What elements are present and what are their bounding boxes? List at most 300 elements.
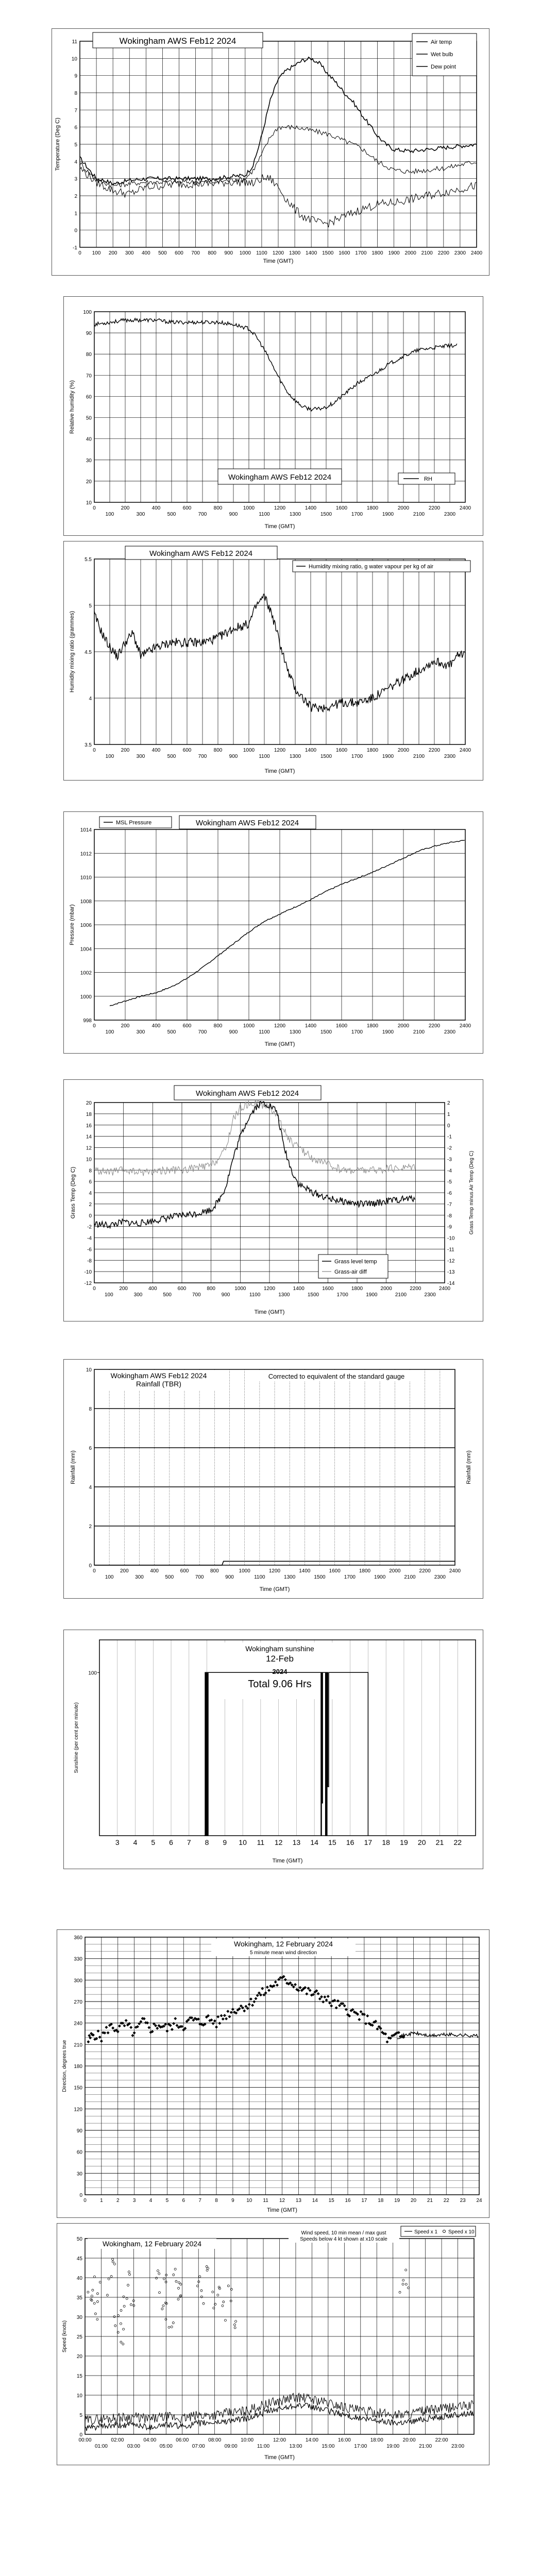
mixing-xtick-label: 2000 bbox=[397, 748, 410, 753]
chart-title: Wokingham AWS Feb12 2024 bbox=[195, 819, 299, 827]
rain-xtick-label: 1900 bbox=[374, 1574, 386, 1580]
pressure-xtick-label: 2400 bbox=[459, 1023, 471, 1029]
y-axis-label: Grass Temp (Deg C) bbox=[70, 1166, 76, 1219]
air-temp-xtick-label: 1300 bbox=[289, 250, 301, 256]
mixing-xtick-label: 200 bbox=[121, 748, 130, 753]
wind-dir-xtick-label: 11 bbox=[263, 2198, 268, 2204]
wind-dir-xtick-label: 7 bbox=[198, 2198, 201, 2204]
rain-xtick-label: 0 bbox=[93, 1568, 96, 1574]
pressure-xtick-label: 0 bbox=[93, 1023, 96, 1029]
wind-direction-chart-svg bbox=[57, 1929, 489, 2218]
wind-speed-xtick-label: 00:00 bbox=[78, 2437, 92, 2443]
wind-dir-ytick-label: 90 bbox=[76, 2128, 82, 2134]
air-temperature-chart bbox=[52, 28, 489, 276]
rain-xtick-label: 2400 bbox=[449, 1568, 461, 1574]
rh-ytick-label: 40 bbox=[86, 436, 92, 443]
grass-xtick-label: 1200 bbox=[263, 1286, 276, 1292]
mixing-xtick-label: 1000 bbox=[243, 748, 255, 753]
wind-dir-ytick-label: 120 bbox=[74, 2107, 82, 2113]
chart-border bbox=[64, 297, 483, 536]
rh-xtick-label: 2400 bbox=[459, 505, 471, 511]
mixing-ytick-label: 4.5 bbox=[84, 650, 92, 655]
grass-ytick-right-label: 1 bbox=[447, 1111, 450, 1117]
y-axis-label: Relative humidity (%) bbox=[69, 380, 75, 434]
x-axis-label: Time (GMT) bbox=[264, 2454, 295, 2461]
rh-ytick-label: 70 bbox=[86, 373, 92, 379]
x-axis-label: Time (GMT) bbox=[264, 1041, 295, 1047]
grass-ytick-right-label: -10 bbox=[447, 1235, 455, 1242]
y-axis-label: Speed (knots) bbox=[62, 2320, 67, 2353]
wind-dir-xtick-label: 12 bbox=[279, 2198, 285, 2204]
wind-dir-ytick-label: 270 bbox=[74, 1999, 82, 2005]
sunshine-xtick-label: 3 bbox=[115, 1838, 120, 1846]
mixing-xtick-label: 2300 bbox=[444, 754, 456, 759]
chart-note-line: Wind speed, 10 min mean / max gust bbox=[301, 2230, 386, 2236]
chart-title: Wokingham sunshine bbox=[245, 1645, 314, 1653]
mixing-xtick-label: 400 bbox=[151, 748, 161, 753]
grass-xtick-label: 1800 bbox=[351, 1286, 363, 1292]
pressure-xtick-label: 800 bbox=[213, 1023, 223, 1029]
rain-ytick-label: 4 bbox=[89, 1485, 92, 1490]
sunshine-xtick-label: 21 bbox=[435, 1838, 444, 1846]
mixing-xtick-label: 100 bbox=[105, 754, 114, 759]
rain-xtick-label: 100 bbox=[105, 1574, 114, 1580]
chart-border bbox=[64, 812, 483, 1054]
grass-ytick-right-label: -6 bbox=[447, 1191, 452, 1196]
wind-speed-ytick-label: 45 bbox=[76, 2256, 82, 2262]
legend-label: RH bbox=[424, 476, 432, 482]
pressure-xtick-label: 2200 bbox=[428, 1023, 441, 1029]
air-temp-xtick-label: 1800 bbox=[371, 250, 383, 256]
sunshine-xtick-label: 13 bbox=[292, 1838, 301, 1846]
air-temp-xtick-label: 300 bbox=[125, 250, 134, 256]
pressure-xtick-label: 1100 bbox=[259, 1029, 270, 1035]
grass-xtick-label: 400 bbox=[148, 1286, 157, 1292]
grass-ytick-label: -2 bbox=[87, 1224, 92, 1230]
pressure-xtick-label: 1000 bbox=[243, 1023, 255, 1029]
wind-dir-ytick-label: 150 bbox=[74, 2085, 82, 2091]
air-temp-xtick-label: 2100 bbox=[421, 250, 433, 256]
chart-year: 2024 bbox=[272, 1668, 288, 1675]
y-axis-right-label: Rainfall (mm) bbox=[466, 1450, 472, 1484]
air-temp-ytick-label: 9 bbox=[74, 73, 77, 79]
wind-speed-ytick-label: 35 bbox=[76, 2295, 82, 2301]
air-temp-xtick-label: 100 bbox=[92, 250, 101, 256]
grass-ytick-right-label: -7 bbox=[447, 1201, 452, 1208]
rh-ytick-label: 80 bbox=[86, 352, 92, 358]
y-axis-label: Temperature (Deg C) bbox=[55, 117, 61, 171]
wind-speed-xtick-label: 21:00 bbox=[419, 2444, 432, 2449]
wind-speed-xtick-label: 10:00 bbox=[241, 2437, 254, 2443]
rh-xtick-label: 1700 bbox=[351, 512, 363, 517]
legend-label: Grass-air diff bbox=[334, 1269, 367, 1275]
rain-xtick-label: 2000 bbox=[389, 1568, 401, 1574]
wind-dir-xtick-label: 0 bbox=[83, 2198, 87, 2204]
air-temp-xtick-label: 1100 bbox=[256, 250, 267, 256]
wind-dir-ytick-label: 180 bbox=[74, 2064, 82, 2070]
air-temp-xtick-label: 2000 bbox=[404, 250, 416, 256]
air-temp-xtick-label: 1200 bbox=[272, 250, 284, 256]
wind-speed-xtick-label: 17:00 bbox=[354, 2444, 367, 2449]
sunshine-xtick-label: 7 bbox=[187, 1838, 191, 1846]
y-axis-label: Direction, degrees true bbox=[62, 2040, 67, 2092]
chart-title: Wokingham, 12 February 2024 bbox=[103, 2240, 201, 2248]
sunshine-xtick-label: 8 bbox=[205, 1838, 209, 1846]
air-temp-xtick-label: 1500 bbox=[322, 250, 334, 256]
rain-xtick-label: 600 bbox=[180, 1568, 189, 1574]
rh-ytick-label: 60 bbox=[86, 394, 92, 400]
wind-speed-xtick-label: 06:00 bbox=[176, 2437, 189, 2443]
wind-speed-xtick-label: 12:00 bbox=[273, 2437, 286, 2443]
pressure-ytick-label: 1000 bbox=[80, 994, 92, 1000]
rh-xtick-label: 1000 bbox=[243, 505, 255, 511]
pressure-xtick-label: 1300 bbox=[289, 1029, 301, 1035]
wind-speed-xtick-label: 08:00 bbox=[208, 2437, 222, 2443]
grass-xtick-label: 2400 bbox=[438, 1286, 451, 1292]
grass-xtick-label: 700 bbox=[192, 1292, 201, 1298]
grass-ytick-right-label: -5 bbox=[447, 1179, 452, 1185]
mixing-xtick-label: 0 bbox=[93, 748, 96, 753]
rh-xtick-label: 1500 bbox=[320, 512, 332, 517]
humidity-mixing-ratio-chart bbox=[63, 541, 483, 781]
rh-xtick-label: 1800 bbox=[366, 505, 379, 511]
mixing-xtick-label: 2100 bbox=[413, 754, 425, 759]
pressure-xtick-label: 1800 bbox=[366, 1023, 379, 1029]
mixing-xtick-label: 1100 bbox=[259, 754, 270, 759]
mixing-ytick-label: 4 bbox=[89, 696, 92, 702]
wind-speed-ytick-label: 40 bbox=[76, 2276, 82, 2281]
rh-ytick-label: 10 bbox=[86, 500, 92, 506]
wind-dir-xtick-label: 2 bbox=[116, 2198, 120, 2204]
wind-speed-xtick-label: 04:00 bbox=[143, 2437, 157, 2443]
rain-xtick-label: 400 bbox=[150, 1568, 159, 1574]
grass-ytick-label: -10 bbox=[84, 1269, 92, 1276]
wind-dir-xtick-label: 16 bbox=[345, 2198, 351, 2204]
chart-title: Wokingham AWS Feb12 2024 bbox=[149, 549, 253, 558]
grass-ytick-label: -4 bbox=[87, 1235, 92, 1242]
legend-label: Speed x 10 bbox=[448, 2229, 475, 2235]
rh-xtick-label: 800 bbox=[213, 505, 223, 511]
rh-xtick-label: 1400 bbox=[305, 505, 317, 511]
grass-ytick-right-label: -4 bbox=[447, 1168, 452, 1174]
wind-dir-ytick-label: 0 bbox=[79, 2193, 82, 2198]
wind-dir-xtick-label: 8 bbox=[215, 2198, 218, 2204]
mixing-xtick-label: 800 bbox=[213, 748, 223, 753]
grass-xtick-label: 600 bbox=[177, 1286, 187, 1292]
air-temp-ytick-label: 6 bbox=[74, 125, 77, 131]
y-axis-right-label: Grass Temp minus Air Temp (Deg C) bbox=[469, 1150, 475, 1235]
air-temp-xtick-label: 0 bbox=[78, 250, 81, 256]
chart-note: Corrected to equivalent of the standard gauge bbox=[268, 1372, 405, 1380]
mixing-xtick-label: 700 bbox=[198, 754, 207, 759]
wind-speed-xtick-label: 13:00 bbox=[289, 2444, 302, 2449]
wind-speed-chart-svg bbox=[57, 2223, 489, 2465]
x-axis-label: Time (GMT) bbox=[264, 523, 295, 530]
rh-xtick-label: 1900 bbox=[382, 512, 394, 517]
x-axis-label: Time (GMT) bbox=[263, 258, 294, 264]
air-temp-ytick-label: 3 bbox=[74, 176, 77, 182]
rain-xtick-label: 2100 bbox=[404, 1574, 416, 1580]
mixing-xtick-label: 1800 bbox=[366, 748, 379, 753]
sunshine-ytick-label: 100 bbox=[88, 1670, 97, 1676]
rain-xtick-label: 200 bbox=[120, 1568, 129, 1574]
pressure-xtick-label: 700 bbox=[198, 1029, 207, 1035]
wind-dir-xtick-label: 13 bbox=[295, 2198, 301, 2204]
grass-ytick-right-label: -13 bbox=[447, 1269, 455, 1276]
chart-subtitle: Rainfall (TBR) bbox=[136, 1380, 181, 1388]
mixing-ytick-label: 3.5 bbox=[84, 742, 92, 748]
grass-xtick-label: 1600 bbox=[322, 1286, 334, 1292]
x-axis-label: Time (GMT) bbox=[259, 1586, 290, 1592]
wind-dir-ytick-label: 360 bbox=[74, 1935, 82, 1941]
chart-title: Wokingham AWS Feb12 2024 bbox=[195, 1089, 299, 1098]
wind-speed-xtick-label: 22:00 bbox=[435, 2437, 448, 2443]
rain-xtick-label: 1200 bbox=[268, 1568, 281, 1574]
grass-ytick-right-label: 2 bbox=[447, 1100, 450, 1106]
grass-ytick-right-label: -11 bbox=[447, 1247, 454, 1253]
relative-humidity-chart-svg bbox=[63, 296, 483, 536]
wind-dir-xtick-label: 24 bbox=[476, 2198, 482, 2204]
air-temp-ytick-label: 1 bbox=[74, 211, 77, 217]
pressure-ytick-label: 1014 bbox=[80, 827, 92, 833]
rh-xtick-label: 1200 bbox=[274, 505, 286, 511]
wind-dir-ytick-label: 60 bbox=[76, 2149, 82, 2156]
wind-dir-xtick-label: 20 bbox=[410, 2198, 417, 2204]
air-temp-xtick-label: 2200 bbox=[437, 250, 449, 256]
rh-xtick-label: 400 bbox=[151, 505, 161, 511]
grass-xtick-label: 300 bbox=[133, 1292, 143, 1298]
wind-dir-xtick-label: 18 bbox=[378, 2198, 384, 2204]
grass-ytick-label: 8 bbox=[89, 1168, 92, 1174]
mixing-xtick-label: 500 bbox=[167, 754, 176, 759]
pressure-xtick-label: 100 bbox=[105, 1029, 114, 1035]
grass-ytick-label: 0 bbox=[89, 1213, 92, 1219]
rh-xtick-label: 1300 bbox=[289, 512, 301, 517]
wind-dir-ytick-label: 210 bbox=[74, 2042, 82, 2048]
y-axis-label: Pressure (mbar) bbox=[69, 904, 75, 945]
rain-ytick-label: 6 bbox=[89, 1446, 92, 1451]
pressure-ytick-label: 998 bbox=[83, 1018, 92, 1024]
rain-xtick-label: 1700 bbox=[344, 1574, 356, 1580]
wind-dir-xtick-label: 22 bbox=[443, 2198, 449, 2204]
rain-xtick-label: 2200 bbox=[419, 1568, 431, 1574]
grass-temperature-chart bbox=[63, 1079, 483, 1321]
grass-ytick-label: 4 bbox=[89, 1191, 92, 1196]
wind-speed-xtick-label: 19:00 bbox=[386, 2444, 400, 2449]
wind-speed-xtick-label: 09:00 bbox=[224, 2444, 238, 2449]
pressure-chart-svg bbox=[63, 811, 483, 1054]
y-axis-label: Rainfall (mm) bbox=[70, 1450, 76, 1484]
chart-subtitle: 12-Feb bbox=[266, 1654, 294, 1664]
grass-ytick-label: 18 bbox=[86, 1111, 92, 1117]
chart-note-line: Speeds below 4 kt shown at x10 scale bbox=[300, 2236, 387, 2242]
wind-speed-ytick-label: 30 bbox=[76, 2315, 82, 2320]
legend-label: Humidity mixing ratio, g water vapour per kg of air bbox=[309, 564, 434, 570]
grass-xtick-label: 2200 bbox=[410, 1286, 421, 1292]
grass-ytick-label: 20 bbox=[86, 1100, 92, 1106]
pressure-ytick-label: 1008 bbox=[80, 899, 92, 905]
wind-dir-xtick-label: 9 bbox=[231, 2198, 234, 2204]
grass-ytick-label: -12 bbox=[84, 1281, 92, 1286]
pressure-xtick-label: 2000 bbox=[397, 1023, 410, 1029]
rain-xtick-label: 1300 bbox=[284, 1574, 296, 1580]
grass-ytick-label: 2 bbox=[89, 1201, 92, 1208]
pressure-xtick-label: 300 bbox=[136, 1029, 145, 1035]
pressure-chart bbox=[63, 811, 483, 1054]
grass-ytick-right-label: -12 bbox=[447, 1258, 455, 1264]
wind-speed-xtick-label: 01:00 bbox=[94, 2444, 108, 2449]
wind-speed-xtick-label: 07:00 bbox=[192, 2444, 205, 2449]
sunshine-chart bbox=[63, 1630, 483, 1869]
grass-ytick-right-label: -1 bbox=[447, 1134, 452, 1140]
rain-ytick-label: 2 bbox=[89, 1524, 92, 1530]
mixing-xtick-label: 2200 bbox=[428, 748, 441, 753]
mixing-xtick-label: 1200 bbox=[274, 748, 286, 753]
grass-xtick-label: 1300 bbox=[278, 1292, 290, 1298]
chart-total: Total 9.06 Hrs bbox=[248, 1679, 312, 1690]
legend-label: Grass level temp bbox=[334, 1259, 377, 1265]
air-temp-ytick-label: 10 bbox=[71, 56, 77, 62]
sunshine-xtick-label: 18 bbox=[382, 1838, 390, 1846]
legend-label: Air temp bbox=[431, 39, 452, 45]
pressure-xtick-label: 200 bbox=[121, 1023, 130, 1029]
rh-xtick-label: 1600 bbox=[335, 505, 348, 511]
wind-speed-xtick-label: 03:00 bbox=[127, 2444, 140, 2449]
pressure-xtick-label: 1400 bbox=[305, 1023, 317, 1029]
wind-speed-xtick-label: 05:00 bbox=[159, 2444, 173, 2449]
grass-ytick-right-label: 0 bbox=[447, 1123, 450, 1129]
legend-label: Dew point bbox=[431, 64, 456, 70]
mixing-xtick-label: 2400 bbox=[459, 748, 471, 753]
pressure-xtick-label: 400 bbox=[151, 1023, 161, 1029]
rain-xtick-label: 1100 bbox=[254, 1574, 265, 1580]
wind-speed-xtick-label: 20:00 bbox=[402, 2437, 416, 2443]
air-temp-xtick-label: 1600 bbox=[339, 250, 350, 256]
grass-xtick-label: 2300 bbox=[424, 1292, 436, 1298]
wind-speed-xtick-label: 11:00 bbox=[257, 2444, 270, 2449]
wind-speed-ytick-label: 25 bbox=[76, 2334, 82, 2340]
air-temp-ytick-label: 11 bbox=[72, 39, 77, 45]
pressure-ytick-label: 1010 bbox=[80, 875, 92, 881]
air-temp-xtick-label: 2400 bbox=[470, 250, 483, 256]
air-temp-xtick-label: 1000 bbox=[239, 250, 251, 256]
rain-xtick-label: 800 bbox=[210, 1568, 219, 1574]
mixing-ytick-label: 5 bbox=[89, 603, 92, 609]
wind-dir-xtick-label: 6 bbox=[182, 2198, 185, 2204]
wind-dir-xtick-label: 23 bbox=[460, 2198, 466, 2204]
mixing-ytick-label: 5.5 bbox=[84, 557, 92, 563]
mixing-xtick-label: 1900 bbox=[382, 754, 394, 759]
chart-title: Wokingham AWS Feb12 2024 bbox=[119, 36, 236, 46]
grass-xtick-label: 0 bbox=[93, 1286, 96, 1292]
air-temp-xtick-label: 700 bbox=[191, 250, 200, 256]
grass-ytick-right-label: -8 bbox=[447, 1213, 452, 1219]
wind-speed-xtick-label: 23:00 bbox=[451, 2444, 465, 2449]
humidity-mixing-ratio-chart-svg bbox=[63, 541, 483, 781]
wind-speed-xtick-label: 18:00 bbox=[370, 2437, 383, 2443]
mixing-xtick-label: 1300 bbox=[289, 754, 301, 759]
grass-xtick-label: 2100 bbox=[395, 1292, 407, 1298]
air-temp-xtick-label: 1700 bbox=[355, 250, 367, 256]
grass-xtick-label: 800 bbox=[207, 1286, 216, 1292]
rainfall-chart bbox=[63, 1359, 483, 1599]
wind-speed-ytick-label: 20 bbox=[76, 2354, 82, 2360]
pressure-xtick-label: 1500 bbox=[320, 1029, 332, 1035]
wind-speed-xtick-label: 02:00 bbox=[111, 2437, 124, 2443]
sunshine-xtick-label: 6 bbox=[169, 1838, 173, 1846]
rain-xtick-label: 1800 bbox=[359, 1568, 371, 1574]
sunshine-xtick-label: 5 bbox=[151, 1838, 156, 1846]
sunshine-xtick-label: 15 bbox=[328, 1838, 336, 1846]
sunshine-xtick-label: 10 bbox=[239, 1838, 247, 1846]
sunshine-xtick-label: 17 bbox=[364, 1838, 373, 1846]
x-axis-label: Time (GMT) bbox=[272, 1858, 303, 1864]
rain-xtick-label: 900 bbox=[225, 1574, 234, 1580]
air-temp-ytick-label: 5 bbox=[74, 142, 77, 148]
rain-xtick-label: 1600 bbox=[329, 1568, 341, 1574]
grass-xtick-label: 1000 bbox=[234, 1286, 246, 1292]
legend-label: Wet bulb bbox=[431, 52, 453, 58]
grass-xtick-label: 1500 bbox=[307, 1292, 319, 1298]
rain-xtick-label: 2300 bbox=[434, 1574, 446, 1580]
pressure-xtick-label: 900 bbox=[229, 1029, 238, 1035]
grass-xtick-label: 1400 bbox=[293, 1286, 305, 1292]
mixing-xtick-label: 600 bbox=[182, 748, 192, 753]
grass-ytick-label: -8 bbox=[87, 1258, 92, 1264]
mixing-xtick-label: 1600 bbox=[335, 748, 348, 753]
wind-speed-xtick-label: 16:00 bbox=[337, 2437, 351, 2443]
wind-dir-xtick-label: 5 bbox=[165, 2198, 169, 2204]
chart-border bbox=[64, 1360, 483, 1599]
pressure-xtick-label: 600 bbox=[182, 1023, 192, 1029]
wind-dir-xtick-label: 1 bbox=[100, 2198, 103, 2204]
air-temp-xtick-label: 600 bbox=[175, 250, 183, 256]
chart-title: Wokingham AWS Feb12 2024 bbox=[110, 1371, 207, 1380]
rain-xtick-label: 1500 bbox=[314, 1574, 326, 1580]
wind-dir-xtick-label: 3 bbox=[132, 2198, 136, 2204]
rh-xtick-label: 700 bbox=[198, 512, 207, 517]
grass-xtick-label: 900 bbox=[221, 1292, 230, 1298]
rain-xtick-label: 1000 bbox=[239, 1568, 250, 1574]
x-axis-label: Time (GMT) bbox=[267, 2207, 297, 2213]
air-temp-xtick-label: 800 bbox=[208, 250, 217, 256]
pressure-ytick-label: 1002 bbox=[80, 970, 92, 976]
rh-xtick-label: 900 bbox=[229, 512, 238, 517]
sunshine-chart-svg bbox=[63, 1630, 483, 1869]
air-temp-xtick-label: 400 bbox=[141, 250, 150, 256]
sunshine-xtick-label: 9 bbox=[223, 1838, 227, 1846]
grass-ytick-label: 12 bbox=[86, 1145, 92, 1151]
wind-dir-xtick-label: 19 bbox=[394, 2198, 400, 2204]
legend-label: MSL Pressure bbox=[116, 820, 152, 826]
rh-xtick-label: 500 bbox=[167, 512, 176, 517]
rh-xtick-label: 2300 bbox=[444, 512, 456, 517]
sunshine-xtick-label: 20 bbox=[417, 1838, 426, 1846]
pressure-xtick-label: 500 bbox=[167, 1029, 176, 1035]
air-temp-xtick-label: 200 bbox=[108, 250, 117, 256]
air-temperature-chart-svg bbox=[52, 28, 489, 276]
air-temp-xtick-label: 1900 bbox=[388, 250, 400, 256]
rainfall-chart-svg bbox=[63, 1359, 483, 1599]
sunshine-xtick-label: 19 bbox=[400, 1838, 408, 1846]
mixing-xtick-label: 900 bbox=[229, 754, 238, 759]
air-temp-ytick-label: 2 bbox=[74, 194, 77, 199]
air-temp-xtick-label: 900 bbox=[224, 250, 233, 256]
mixing-xtick-label: 1700 bbox=[351, 754, 363, 759]
pressure-ytick-label: 1004 bbox=[80, 946, 92, 953]
air-temp-ytick-label: 0 bbox=[74, 228, 77, 234]
grass-xtick-label: 500 bbox=[163, 1292, 172, 1298]
